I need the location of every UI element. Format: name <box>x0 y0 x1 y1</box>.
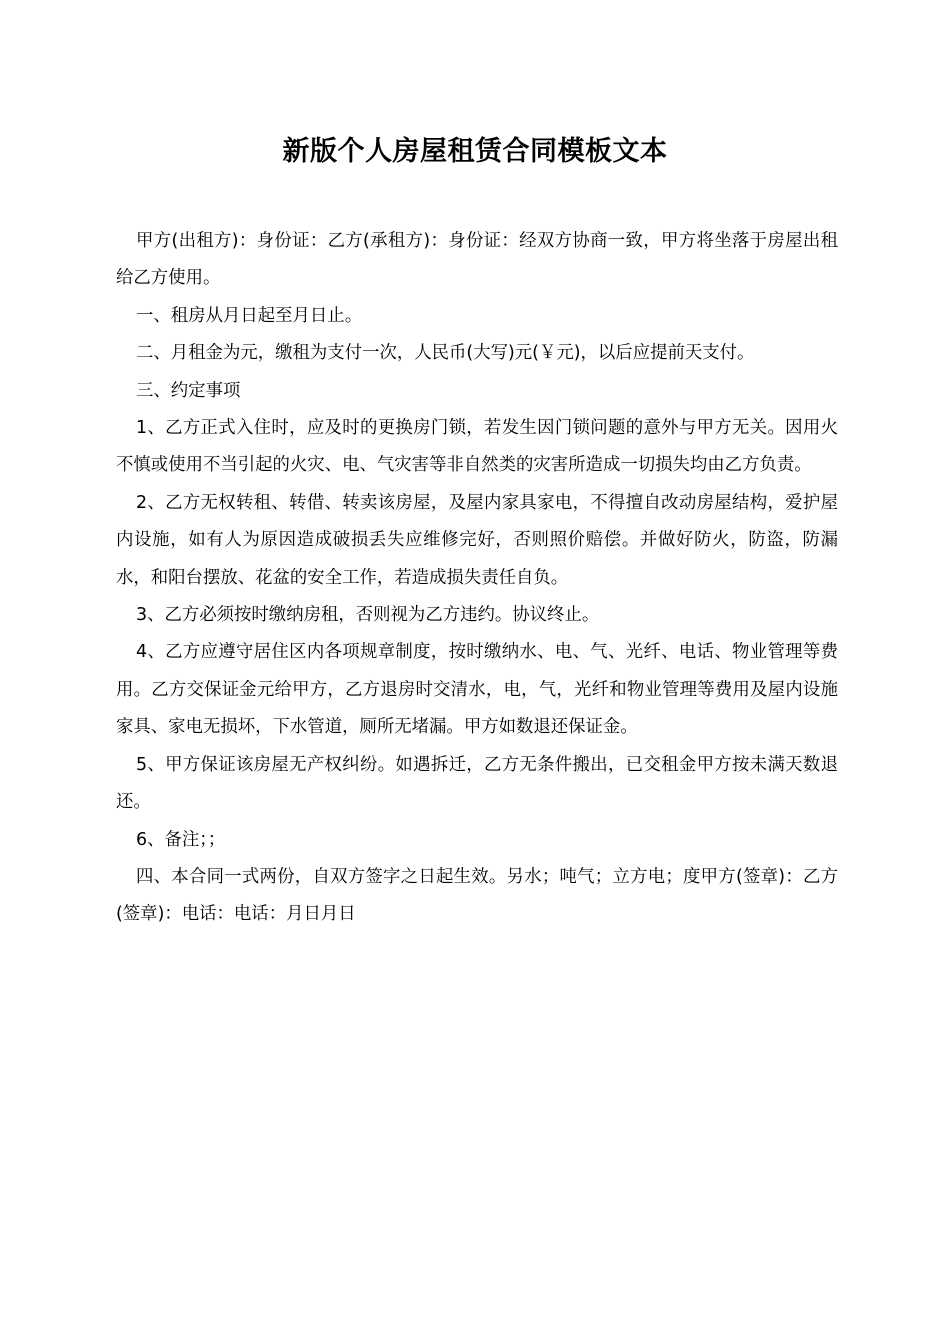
paragraph-rent: 二、月租金为元，缴租为支付一次，人民币(大写)元(￥元)，以后应提前天支付。 <box>136 343 755 364</box>
paragraph-agreed-matters-heading: 三、约定事项 <box>136 380 241 401</box>
document-title: 新版个人房屋租赁合同模板文本 <box>282 136 668 167</box>
paragraph-clause-5: 5、甲方保证该房屋无产权纠纷。如遇拆迁，乙方无条件搬出，已交租金甲方按未满天数退还。 <box>116 754 838 813</box>
paragraph-effective-signatures: 四、本合同一式两份，自双方签字之日起生效。另水；吨气；立方电；度甲方(签章)：乙方(签章)：电话：电话：月日月日 <box>116 866 838 925</box>
paragraph-clause-6: 6、备注；； <box>136 829 226 850</box>
paragraph-clause-4: 4、乙方应遵守居住区内各项规章制度，按时缴纳水、电、气、光纤、电话、物业管理等费用。乙方交保证金元给甲方，乙方退房时交清水，电，气，光纤和物业管理等费用及屋内设施家具、家电无损坏，下水管道，厕所无堵漏。甲方如数退还保证金。 <box>116 642 838 738</box>
paragraph-term: 一、租房从月日起至月日止。 <box>136 305 363 326</box>
paragraph-clause-1: 1、乙方正式入住时，应及时的更换房门锁，若发生因门锁问题的意外与甲方无关。因用火不慎或使用不当引起的火灾、电、气灾害等非自然类的灾害所造成一切损失均由乙方负责。 <box>116 418 838 476</box>
paragraph-clause-2: 2、乙方无权转租、转借、转卖该房屋，及屋内家具家电，不得擅自改动房屋结构，爱护屋内设施，如有人为原因造成破损丢失应维修完好，否则照价赔偿。并做好防火，防盗，防漏水，和阳台摆放、花盆的安全工作，若造成损失责任自负。 <box>116 492 838 588</box>
paragraph-parties: 甲方(出租方)：身份证：乙方(承租方)：身份证：经双方协商一致，甲方将坐落于房屋出租给乙方使用。 <box>116 231 838 289</box>
paragraph-clause-3: 3、乙方必须按时缴纳房租，否则视为乙方违约。协议终止。 <box>136 605 600 626</box>
document-body <box>116 223 838 934</box>
